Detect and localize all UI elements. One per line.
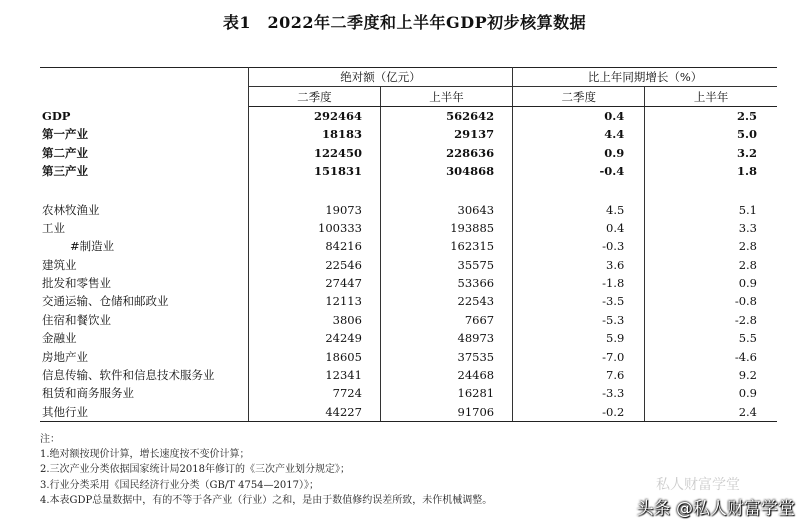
cell-abs-q2: 22546 xyxy=(248,256,380,274)
cell-abs-q2: 18183 xyxy=(248,125,380,143)
row-label: 第三产业 xyxy=(40,162,248,180)
cell-abs-q2: 44227 xyxy=(248,403,380,422)
cell-abs-h1: 48973 xyxy=(380,329,512,347)
cell-growth-h1: 3.3 xyxy=(738,220,757,235)
header-abs-group: 绝对额（亿元） xyxy=(248,68,512,87)
row-label: 工业 xyxy=(40,219,248,237)
table-row xyxy=(40,403,777,422)
row-label: GDP xyxy=(40,106,248,125)
table-row xyxy=(40,384,777,402)
note-3: 3.行业分类采用《国民经济行业分类（GB/T 4754—2017）》； xyxy=(40,479,319,491)
spacer-cell xyxy=(380,180,512,200)
row-label: 住宿和餐饮业 xyxy=(40,311,248,329)
cell-abs-q2: 151831 xyxy=(248,162,380,180)
cell-growth-h1: 9.2 xyxy=(738,368,757,383)
cell-abs-h1: 562642 xyxy=(380,106,512,125)
note-1: 1.绝对额按现价计算，增长速度按不变价计算； xyxy=(40,449,250,461)
cell-abs-h1: 53366 xyxy=(380,274,512,292)
cell-growth-q2: -5.3 xyxy=(513,311,645,329)
spacer-cell xyxy=(645,180,777,200)
corner-cell xyxy=(40,68,248,107)
cell-abs-h1: 24468 xyxy=(380,366,512,384)
cell-growth-q2: -0.3 xyxy=(513,237,645,255)
cell-growth-h1: 2.4 xyxy=(645,403,777,422)
row-label: 第二产业 xyxy=(40,144,248,162)
cell-abs-h1: 228636 xyxy=(380,144,512,162)
row-label: 金融业 xyxy=(40,329,248,347)
cell-growth-h1: 2.8 xyxy=(738,257,757,272)
spacer-cell xyxy=(40,180,248,200)
note-heading: 注： xyxy=(40,434,60,445)
table-row xyxy=(40,256,777,274)
row-label: 批发和零售业 xyxy=(40,274,248,292)
cell-abs-h1: 16281 xyxy=(380,384,512,402)
row-label: 房地产业 xyxy=(40,347,248,365)
cell-abs-h1: 91706 xyxy=(380,403,512,422)
header-abs-q2: 二季度 xyxy=(248,87,380,106)
row-label: #制造业 xyxy=(40,237,248,255)
table-row xyxy=(40,311,777,329)
cell-growth-h1: 5.0 xyxy=(736,127,757,142)
table-row xyxy=(40,219,777,237)
cell-abs-h1: 304868 xyxy=(380,162,512,180)
footnotes xyxy=(40,432,492,508)
cell-growth-h1: 2.5 xyxy=(736,108,757,123)
header-abs-h1: 上半年 xyxy=(380,87,512,106)
note-4: 4.本表GDP总量数据中，有的不等于各产业（行业）之和，是由于数值修约误差所致，未作机械调整。 xyxy=(40,494,493,506)
table-row xyxy=(40,292,777,310)
cell-abs-h1: 29137 xyxy=(380,125,512,143)
table-row xyxy=(40,125,777,143)
cell-growth-q2: 5.9 xyxy=(513,329,645,347)
cell-abs-q2: 100333 xyxy=(248,219,380,237)
cell-abs-h1: 37535 xyxy=(380,347,512,365)
table-row xyxy=(40,347,777,365)
cell-growth-q2: -3.5 xyxy=(513,292,645,310)
cell-abs-q2: 24249 xyxy=(248,329,380,347)
table-row xyxy=(40,274,777,292)
cell-growth-h1: -0.8 xyxy=(734,294,757,309)
cell-abs-q2: 12341 xyxy=(248,366,380,384)
header-growth-group: 比上年同期增长（%） xyxy=(513,68,777,87)
cell-abs-q2: 122450 xyxy=(248,144,380,162)
cell-abs-h1: 22543 xyxy=(380,292,512,310)
cell-abs-h1: 162315 xyxy=(380,237,512,255)
cell-growth-q2: 0.9 xyxy=(513,144,645,162)
cell-growth-q2: 4.4 xyxy=(513,125,645,143)
table-row xyxy=(40,237,777,255)
cell-growth-q2: -0.2 xyxy=(513,403,645,422)
cell-abs-q2: 27447 xyxy=(248,274,380,292)
cell-growth-h1: 3.2 xyxy=(736,145,757,160)
cell-growth-h1: 5.5 xyxy=(738,331,757,346)
table-row xyxy=(40,144,777,162)
spacer-cell xyxy=(513,180,645,200)
header-growth-q2: 二季度 xyxy=(513,87,645,106)
cell-abs-q2: 7724 xyxy=(248,384,380,402)
cell-abs-q2: 18605 xyxy=(248,347,380,365)
note-2: 2.三次产业分类依据国家统计局2018年修订的《三次产业划分规定》； xyxy=(40,464,350,476)
cell-abs-q2: 292464 xyxy=(248,106,380,125)
cell-growth-h1: 0.9 xyxy=(738,276,757,291)
cell-growth-h1: 0.9 xyxy=(738,386,757,401)
watermark: 头条 @私人财富学堂 xyxy=(636,499,795,519)
cell-abs-h1: 35575 xyxy=(380,256,512,274)
cell-abs-h1: 7667 xyxy=(380,311,512,329)
row-label: 信息传输、软件和信息技术服务业 xyxy=(40,366,248,384)
cell-abs-h1: 193885 xyxy=(380,219,512,237)
watermark-faint: 私人财富学堂 xyxy=(656,477,740,493)
header-growth-h1: 上半年 xyxy=(645,87,777,106)
cell-abs-q2: 84216 xyxy=(248,237,380,255)
table-row xyxy=(40,366,777,384)
table-title: 表1 2022年二季度和上半年GDP初步核算数据 xyxy=(222,13,587,32)
cell-abs-q2: 12113 xyxy=(248,292,380,310)
cell-growth-q2: 4.5 xyxy=(513,200,645,218)
row-label: 第一产业 xyxy=(40,125,248,143)
cell-abs-q2: 19073 xyxy=(248,200,380,218)
cell-growth-q2: -1.8 xyxy=(513,274,645,292)
cell-growth-h1: 2.8 xyxy=(738,239,757,254)
table-row xyxy=(40,329,777,347)
cell-growth-q2: 7.6 xyxy=(513,366,645,384)
cell-growth-q2: -3.3 xyxy=(513,384,645,402)
cell-abs-h1: 30643 xyxy=(380,200,512,218)
table-row xyxy=(40,162,777,180)
cell-growth-q2: 0.4 xyxy=(513,106,645,125)
spacer-cell xyxy=(248,180,380,200)
spacer-row xyxy=(40,180,777,200)
cell-growth-h1: -2.8 xyxy=(734,312,757,327)
cell-growth-q2: -0.4 xyxy=(513,162,645,180)
gdp-table-container xyxy=(40,67,777,422)
row-label: 建筑业 xyxy=(40,256,248,274)
row-label: 农林牧渔业 xyxy=(40,200,248,218)
cell-growth-h1: -4.6 xyxy=(734,349,757,364)
table-row xyxy=(40,200,777,218)
row-label: 其他行业 xyxy=(40,403,248,422)
table-body xyxy=(40,106,777,421)
cell-growth-q2: 3.6 xyxy=(513,256,645,274)
cell-abs-q2: 3806 xyxy=(248,311,380,329)
row-label: 租赁和商务服务业 xyxy=(40,384,248,402)
cell-growth-q2: -7.0 xyxy=(513,347,645,365)
row-label: 交通运输、仓储和邮政业 xyxy=(40,292,248,310)
gdp-table xyxy=(40,67,777,422)
cell-growth-h1: 5.1 xyxy=(738,202,757,217)
cell-growth-q2: 0.4 xyxy=(513,219,645,237)
table-row xyxy=(40,106,777,125)
cell-growth-h1: 1.8 xyxy=(736,164,757,179)
